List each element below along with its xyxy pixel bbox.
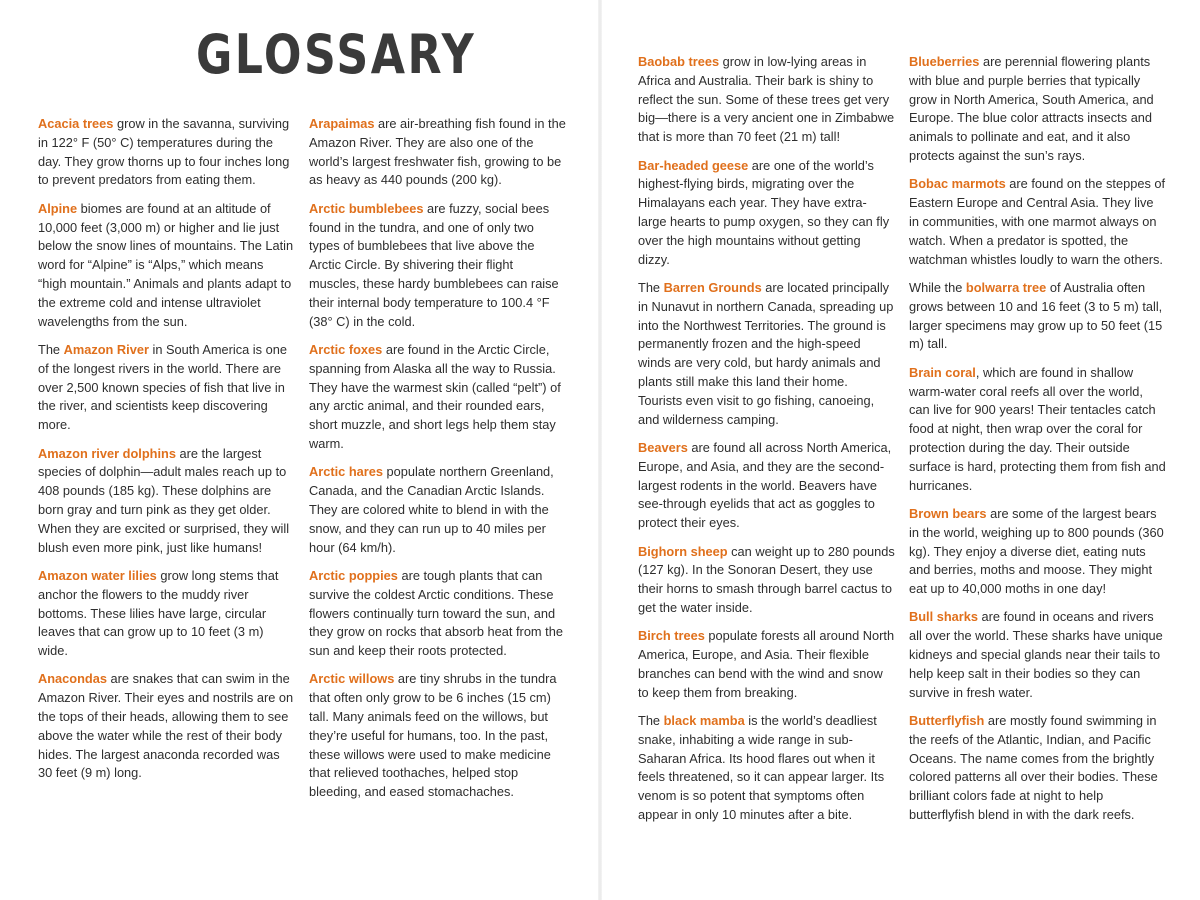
glossary-term: Brown bears bbox=[909, 505, 987, 521]
glossary-term: Brain coral bbox=[909, 364, 976, 380]
glossary-term: Amazon river dolphins bbox=[38, 445, 176, 461]
glossary-definition: are located principally in Nunavut in northern Canada, spreading up into the Northwest Territories. The ground is permanently frozen and the high-speed winds are very cold, but hardy animals and plants still make this land their home. Tourists even visit to go fishing, canoeing, and wilderness camping. bbox=[638, 279, 894, 427]
glossary-entry bbox=[309, 567, 566, 661]
glossary-entry bbox=[38, 341, 295, 435]
glossary-entry bbox=[309, 463, 566, 557]
glossary-definition: can weight up to 280 pounds (127 kg). In the Sonoran Desert, they use their horns to smash through barrel cactus to get the water inside. bbox=[638, 543, 895, 615]
glossary-definition: are found all across North America, Europe, and Asia, and they are the second-largest rodents in the world. Beavers have see-through eyelids that act as goggles to protect their eyes. bbox=[638, 439, 892, 531]
glossary-entry bbox=[909, 53, 1166, 166]
glossary-entry bbox=[909, 608, 1166, 702]
glossary-definition: populate northern Greenland, Canada, and the Canadian Arctic Islands. They are colored white to blend in with the snow, and they can run up to 40 miles per hour (64 km/h). bbox=[309, 464, 554, 555]
glossary-definition: are found in the Arctic Circle, spanning from Alaska all the way to Russia. They have the warmest skin (called “pelt”) of any arctic animal, and their rounded ears, short muzzle, and short legs help them stay warm. bbox=[309, 341, 561, 451]
glossary-entry bbox=[909, 175, 1166, 269]
glossary-definition: are tough plants that can survive the coldest Arctic conditions. These flowers continually turn toward the sun, and they grow on rocks that absorb heat from the sun and keep their roots protected. bbox=[309, 567, 563, 659]
page-title: GLOSSARY bbox=[196, 23, 477, 86]
glossary-entry bbox=[309, 341, 566, 454]
glossary-definition: in South America is one of the longest rivers in the world. There are over 2,500 known species of fish that live in the river, and scientists keep discovering more. bbox=[38, 341, 287, 433]
glossary-term: Amazon River bbox=[63, 341, 149, 357]
glossary-column-1 bbox=[38, 115, 295, 793]
glossary-definition: is the world’s deadliest snake, inhabiting a wide range in sub-Saharan Africa. Its hood flares out when it feels threatened, so it can appear larger. Its venom is so potent that symptoms often appear in only 10 minutes after a bite. bbox=[638, 713, 885, 823]
glossary-definition: biomes are found at an altitude of 10,000 feet (3,000 m) or higher and lie just below the snow lines of mountains. The Latin word for “Alpine” is “Alps,” which means “high mountain.” Animals and plants adapt to the extreme cold and intense ultraviolet wavelengths from the sun. bbox=[38, 200, 294, 329]
glossary-definition: are some of the largest bears in the world, weighing up to 800 pounds (360 kg). They enjoy a diverse diet, eating nuts and berries, moths and moose. They might eat up to 40,000 moths in one day! bbox=[909, 505, 1164, 597]
glossary-definition: are one of the world’s highest-flying birds, migrating over the Himalayans each year. They have extra-large hearts to pump oxygen, so they can fly over the high mountains without getting dizzy. bbox=[638, 157, 890, 267]
glossary-term: Barren Grounds bbox=[663, 279, 762, 295]
entry-lead-text: The bbox=[638, 713, 664, 729]
glossary-column-2 bbox=[309, 115, 566, 812]
glossary-definition: grow long stems that anchor the flowers to the muddy river bottoms. These lilies have large, circular leaves that can grow up to 10 feet (3 m) wide. bbox=[38, 567, 279, 659]
glossary-term: Butterflyfish bbox=[909, 713, 985, 729]
glossary-entry bbox=[38, 567, 295, 661]
glossary-entry bbox=[38, 115, 295, 190]
glossary-entry bbox=[38, 200, 295, 332]
glossary-entry bbox=[638, 279, 895, 429]
glossary-term: Alpine bbox=[38, 200, 78, 216]
glossary-term: Birch trees bbox=[638, 628, 705, 644]
glossary-entry bbox=[909, 712, 1166, 825]
glossary-definition: of Australia often grows between 10 and 16 feet (3 to 5 m) tall, larger specimens may grow up to 50 feet (15 m) tall. bbox=[909, 279, 1163, 352]
glossary-entry bbox=[638, 157, 895, 270]
glossary-term: bolwarra tree bbox=[965, 279, 1047, 295]
glossary-definition: are mostly found swimming in the reefs of the Atlantic, Indian, and Pacific Oceans. The name comes from the brightly colored patterns all over their bodies. These brilliant colors fade at night to help butterflyfish blend in with the dark reefs. bbox=[909, 713, 1158, 823]
entry-lead-text: The bbox=[638, 279, 664, 295]
page-gutter bbox=[598, 0, 602, 900]
glossary-definition: grow in low-lying areas in Africa and Australia. Their bark is shiny to reflect the sun. Some of these trees get very big—there is a very ancient one in Zimbabwe that is more than 70 feet (21 m) tall! bbox=[638, 54, 895, 145]
glossary-term: Baobab trees bbox=[638, 54, 720, 69]
entry-lead-text: While the bbox=[909, 279, 966, 295]
glossary-term: Blueberries bbox=[909, 54, 980, 69]
glossary-definition: are snakes that can swim in the Amazon River. Their eyes and nostrils are on the tops of their heads, allowing them to see above the water while the rest of their body hides. The largest anaconda recorded was 30 feet (9 m) long. bbox=[38, 671, 294, 781]
glossary-definition: , which are found in shallow warm-water coral reefs all over the world, can live for 900 years! Their tentacles catch food at night, then wrap over the coral for protection during the day. Their outside surface is hard, protecting them from fish and hurricanes. bbox=[909, 364, 1166, 493]
glossary-definition: are found in oceans and rivers all over the world. These sharks have unique kidneys and special glands near their tails to help keep salt in their bodies so they can survive in fresh water. bbox=[909, 609, 1163, 700]
glossary-entry bbox=[909, 505, 1166, 599]
glossary-entry bbox=[638, 712, 895, 825]
glossary-entry bbox=[38, 670, 295, 783]
glossary-term: Anacondas bbox=[38, 671, 107, 687]
glossary-entry bbox=[638, 439, 895, 533]
glossary-definition: are perennial flowering plants with blue and purple berries that typically grow in North America, South America, and Europe. The blue color attracts insects and animals to pollinate and eat, and it also protects against the sun’s rays. bbox=[909, 54, 1154, 163]
glossary-entry bbox=[309, 670, 566, 802]
glossary-definition: are air-breathing fish found in the Amazon River. They are also one of the world’s largest freshwater fish, growing to be as heavy as 440 pounds (200 kg). bbox=[309, 116, 566, 188]
entry-lead-text: The bbox=[38, 341, 64, 357]
glossary-entry bbox=[909, 279, 1166, 354]
glossary-term: Arctic foxes bbox=[309, 341, 383, 357]
glossary-entry bbox=[638, 543, 895, 618]
glossary-entry bbox=[638, 627, 895, 702]
glossary-term: Amazon water lilies bbox=[38, 567, 157, 583]
glossary-entry bbox=[38, 445, 295, 558]
glossary-definition: grow in the savanna, surviving in 122° F (50° C) temperatures during the day. They grow thorns up to four inches long to prevent predators from eating them. bbox=[38, 116, 290, 188]
glossary-term: Arctic poppies bbox=[309, 567, 398, 583]
glossary-entry bbox=[638, 53, 895, 147]
glossary-definition: are found on the steppes of Eastern Europe and Central Asia. They live in communities, with one marmot always on watch. When a predator is spotted, the watchman whistles loudly to warn the others. bbox=[909, 176, 1166, 267]
glossary-definition: are tiny shrubs in the tundra that often only grow to be 6 inches (15 cm) tall. Many animals feed on the willows, but they’re useful for humans, too. In the past, these willows were used to make medicine that relieved toothaches, helped stop bleeding, and eased stomachaches. bbox=[309, 671, 557, 800]
glossary-column-3 bbox=[638, 53, 895, 834]
glossary-term: Arapaimas bbox=[309, 116, 375, 131]
glossary-term: Bar-headed geese bbox=[638, 157, 749, 173]
glossary-entry bbox=[309, 200, 566, 332]
glossary-term: Arctic hares bbox=[309, 464, 383, 480]
glossary-definition: are the largest species of dolphin—adult males reach up to 408 pounds (185 kg). These dolphins are born gray and turn pink as they get older. When they are excited or surprised, they will blush even more pink, just like humans! bbox=[38, 445, 290, 555]
glossary-term: Bull sharks bbox=[909, 609, 978, 625]
glossary-term: Beavers bbox=[638, 439, 688, 455]
glossary-term: Bighorn sheep bbox=[638, 543, 728, 559]
glossary-definition: populate forests all around North America, Europe, and Asia. Their flexible branches can bend with the wind and snow to keep them from breaking. bbox=[638, 628, 895, 700]
glossary-entry bbox=[909, 364, 1166, 496]
glossary-definition: are fuzzy, social bees found in the tundra, and one of only two types of bumblebees that live above the Arctic Circle. By shivering their flight muscles, these hardy bumblebees can raise their internal body temperature to 100.4 °F (38° C) in the cold. bbox=[309, 200, 559, 329]
glossary-term: Arctic bumblebees bbox=[309, 200, 424, 216]
glossary-term: black mamba bbox=[663, 713, 745, 729]
glossary-term: Arctic willows bbox=[309, 671, 395, 687]
glossary-column-4 bbox=[909, 53, 1166, 834]
glossary-entry bbox=[309, 115, 566, 190]
glossary-term: Bobac marmots bbox=[909, 176, 1006, 192]
glossary-term: Acacia trees bbox=[38, 116, 114, 131]
